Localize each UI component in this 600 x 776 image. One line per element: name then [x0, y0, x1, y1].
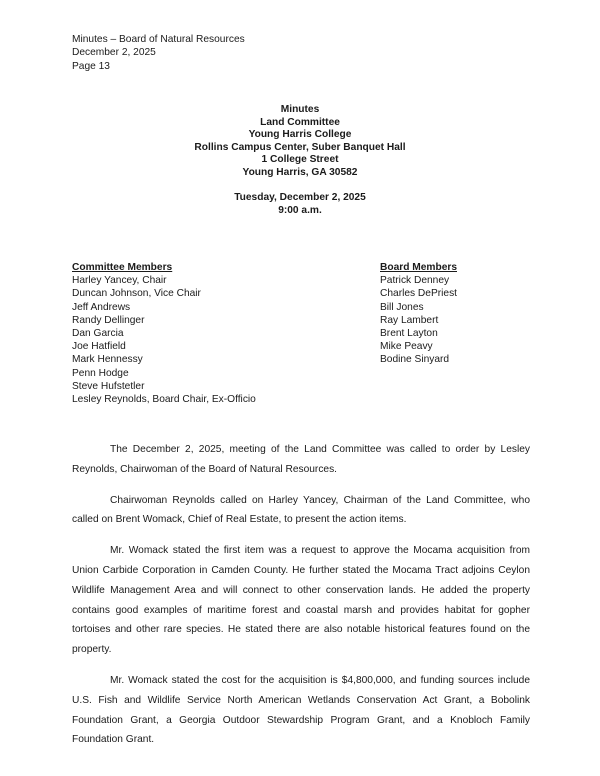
list-item: Duncan Johnson, Vice Chair: [72, 288, 201, 300]
list-item: Randy Dellinger: [72, 314, 145, 326]
venue-institution: Young Harris College: [248, 129, 352, 141]
venue-building: Rollins Campus Center, Suber Banquet Hall: [194, 141, 406, 153]
list-item: Dan Garcia: [72, 328, 124, 340]
datetime-block: [72, 192, 528, 217]
list-item: Ray Lambert: [380, 314, 439, 326]
running-head-line-3: Page 13: [72, 60, 110, 72]
list-item: Patrick Denney: [380, 275, 450, 287]
running-head: [72, 33, 245, 73]
meeting-time: 9:00 a.m.: [278, 204, 322, 216]
committee-name: Land Committee: [260, 116, 340, 128]
list-item: Jeff Andrews: [72, 301, 131, 313]
committee-members-column: [72, 261, 362, 406]
meeting-date: Tuesday, December 2, 2025: [234, 192, 366, 203]
running-head-line-2: December 2, 2025: [72, 47, 156, 59]
page-title: Minutes: [280, 104, 320, 115]
list-item: Mark Hennessy: [72, 354, 143, 366]
list-item: Bill Jones: [380, 301, 424, 313]
paragraph: The December 2, 2025, meeting of the Land Committee was called to order by Lesley Reynolds, Chairwoman of the Board of Natural Resources.: [72, 444, 530, 475]
venue-city-state-zip: Young Harris, GA 30582: [242, 166, 358, 178]
list-item: Harley Yancey, Chair: [72, 275, 167, 287]
list-item: Mike Peavy: [380, 341, 433, 353]
paragraph: Chairwoman Reynolds called on Harley Yancey, Chairman of the Land Committee, who called on Brent Womack, Chief of Real Estate, to present the action items.: [72, 494, 530, 526]
list-item: Bodine Sinyard: [380, 354, 450, 366]
list-item: Lesley Reynolds, Board Chair, Ex-Officio: [72, 394, 256, 406]
paragraph: Mr. Womack stated the cost for the acquisition is $4,800,000, and funding sources include U.S. Fish and Wildlife Service North American Wetlands Conservation Act Grant, a Bobolink Foundation Grant, a Georgia Outdoor Stewardship Program Grant, and a Knobloch Family Foundation Grant.: [72, 674, 530, 746]
list-item: Brent Layton: [380, 328, 438, 340]
list-item: Penn Hodge: [72, 367, 129, 379]
committee-members-heading: Committee Members: [72, 262, 173, 273]
running-head-line-1: Minutes – Board of Natural Resources: [72, 34, 245, 45]
board-members-heading: Board Members: [380, 262, 457, 273]
venue-street: 1 College Street: [261, 154, 339, 166]
body-text: [72, 440, 530, 750]
board-members-column: [380, 261, 530, 367]
list-item: Charles DePriest: [380, 288, 457, 300]
title-block: [72, 104, 528, 180]
list-item: Joe Hatfield: [72, 341, 126, 353]
list-item: Steve Hufstetler: [72, 380, 145, 392]
paragraph: Mr. Womack stated the first item was a request to approve the Mocama acquisition from Union Carbide Corporation in Camden County. He further stated the Mocama Tract adjoins Ceylon Wildlife Management Area and will connect to other conservation lands. He added the property contains good examples of maritime forest and coastal marsh and provides habitat for gopher tortoises and other rare species. He stated there are also notable historical features found on the property.: [72, 545, 530, 656]
